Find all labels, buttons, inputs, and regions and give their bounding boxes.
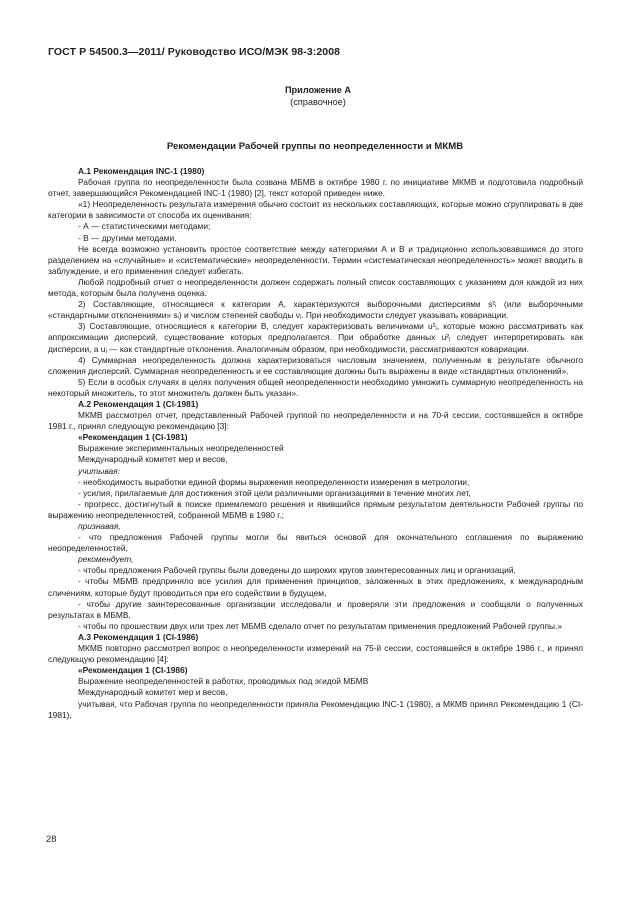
paragraph: учитывая: <box>78 465 120 476</box>
paragraph: Международный комитет мер и весов, <box>78 454 228 465</box>
page-number: 28 <box>46 833 57 844</box>
paragraph: - чтобы предложения Рабочей группы были доведены до широких кругов заинтересованных лиц и организаций, <box>78 565 516 576</box>
paragraph: - усилия, прилагаемые для достижения этой цели различными организациями в течение многих лет, <box>78 487 471 498</box>
paragraph: Выражение экспериментальных неопределенностей <box>78 443 284 454</box>
paragraph: - прогресс, достигнутый в поиске приемлемого решения и явившийся прямым результатом деятельности Рабочей группы по выражению неопределенностей, собранной МБМВ в 1980 г.; <box>48 498 583 520</box>
paragraph: - А — статистическими методами; <box>78 221 211 232</box>
paragraph: 5) Если в особых случаях в целях получения общей неопределенности необходимо умножить суммарную неопределенность на некоторый множитель, то этот множитель должен быть указан». <box>48 376 583 398</box>
subsection-heading: А.3 Рекомендация 1 (CI-1986) <box>78 631 199 642</box>
paragraph: - что предложения Рабочей группы могли бы явиться основой для окончательного соглашения по выражению неопределенностей, <box>48 532 583 554</box>
document-body <box>48 166 583 721</box>
paragraph: признавая, <box>78 521 121 531</box>
section-title: Рекомендации Рабочей группы по неопределенности и МКМВ <box>166 141 464 152</box>
appendix-heading <box>0 84 630 108</box>
paragraph: - В — другими методами. <box>78 232 177 243</box>
paragraph: Рабочая группа по неопределенности была созвана МБМВ в октябре 1980 г. по инициативе МКМВ и подготовила подробный отчет, завершающийся Рекомендацией INC-1 (1980) [2], текст которой приведен ниже. <box>48 177 583 199</box>
paragraph: Выражение неопределенностей в работах, проводимых под эгидой МБМВ <box>78 676 369 687</box>
paragraph: - чтобы по прошествии двух или трех лет МБМВ сделало отчет по результатам применения предложений Рабочей группы.» <box>78 620 563 631</box>
paragraph: 2) Составляющие, относящиеся к категории А, характеризуются выборочными дисперсиями s²ᵢ (или выборочными «стандартными отклонениями» sᵢ) и числом степеней свободы νᵢ. При необходимости следует указывать ковариации. <box>48 299 583 321</box>
paragraph: МКМВ повторно рассмотрел вопрос о неопределенности измерений на 75-й сессии, состоявшейся в октябре 1986 г., и принял следующую рекомендацию [4]: <box>48 643 583 665</box>
appendix-subtitle: (справочное) <box>290 97 346 107</box>
paragraph: 4) Суммарная неопределенность должна характеризоваться числовым значением, полученным в результате обычного сложения дисперсий. Суммарная неопределенность и ее составляющие должны быть выражены в виде «стандартных отклонений». <box>48 354 583 376</box>
paragraph: 3) Составляющие, относящиеся к категории В, следует характеризовать величинами u²ⱼ, которые можно рассматривать как аппроксимации дисперсий, существование которых предполагается. При обработке данных u²ⱼ следует интерпретировать как дисперсии, а uⱼ — как стандартные отклонения. Аналогичным образом, при необходимости, рассматриваются ковариации. <box>48 321 583 354</box>
subsection-heading: А.2 Рекомендация 1 (CI-1981) <box>78 398 199 409</box>
paragraph: Любой подробный отчет о неопределенности должен содержать полный список составляющих с указанием для каждой из них метода, которым была получена оценка. <box>48 276 583 299</box>
subsection-heading: А.1 Рекомендация INC-1 (1980) <box>78 166 205 176</box>
paragraph: Не всегда возможно установить простое соответствие между категориями А и В и традиционно использовавшимся до этого разделением на «случайные» и «систематические» неопределенности. Термин «систематическая неопределенность» может вводить в заблуждение, и его применения следует избегать. <box>48 243 583 276</box>
paragraph: рекомендует, <box>78 554 134 565</box>
paragraph: «1) Неопределенность результата измерения обычно состоит из нескольких составляющих, которые можно сгруппировать в две категории в зависимости от способа их оценивания: <box>48 199 583 221</box>
paragraph: Международный комитет мер и весов, <box>78 687 228 698</box>
paragraph: - чтобы МБМВ предприняло все усилия для применения принципов, заложенных в этих предложениях, к международным сличениям, которые будут проводиться при его содействии в будущем, <box>48 576 583 598</box>
document-header: ГОСТ Р 54500.3—2011/ Руководство ИСО/МЭК 98-3:2008 <box>48 46 341 58</box>
subsection-heading: «Рекомендация 1 (CI-1986) <box>78 665 188 676</box>
appendix-title: Приложение А <box>284 85 352 95</box>
subsection-heading: «Рекомендация 1 (CI-1981) <box>78 432 188 443</box>
paragraph: - необходимость выработки единой формы выражения неопределенности измерения в метрологии, <box>78 476 470 487</box>
paragraph: учитывая, что Рабочая группа по неопределенности приняла Рекомендацию INC-1 (1980), а МКМВ принял Рекомендацию 1 (CI-1981), <box>48 698 583 720</box>
paragraph: МКМВ рассмотрел отчет, представленный Рабочей группой по неопределенности и на 70-й сессии, состоявшейся в октябре 1981 г., принял следующую рекомендацию [3]: <box>48 410 583 432</box>
paragraph: - чтобы другие заинтересованные организации исследовали и проверяли эти предложения и сообщали о полученных результатах в МБМВ, <box>48 598 583 620</box>
